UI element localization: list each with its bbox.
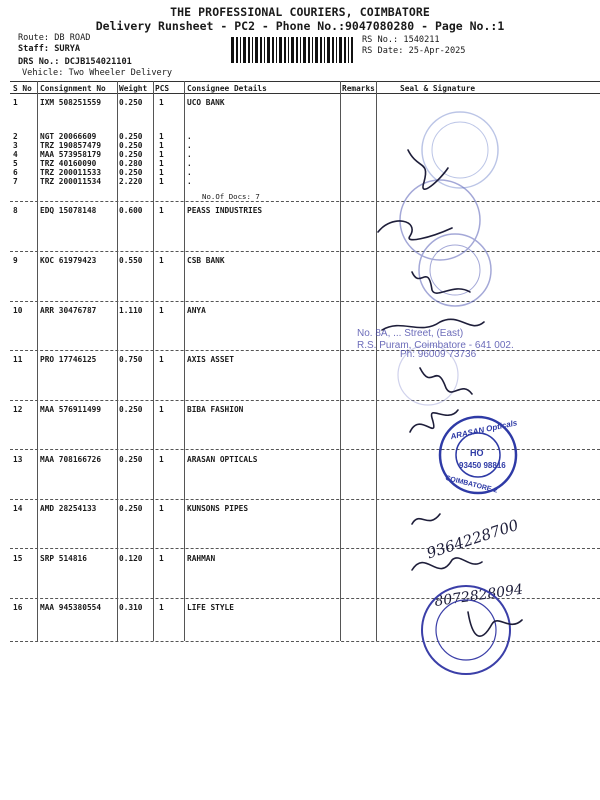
cell-consignment: TRZ 200011533 (40, 168, 102, 177)
barcode-bar (327, 37, 330, 63)
barcode-bar (231, 37, 234, 63)
barcode-bar (272, 37, 274, 63)
handwritten-phone-2: 8072828094 (433, 581, 524, 610)
cell-pcs: 1 (159, 132, 164, 141)
cell-consignee: CSB BANK (187, 256, 225, 265)
barcode-bar (264, 37, 265, 63)
cell-consignment: IXM 508251559 (40, 98, 102, 107)
cell-weight: 0.120 (119, 554, 143, 563)
barcode-bar (236, 37, 238, 63)
vehicle-label: Vehicle: Two Wheeler Delivery (22, 68, 173, 78)
barcode-bar (288, 37, 289, 63)
table-top-rule (10, 81, 600, 82)
barcode-bar (248, 37, 250, 63)
cell-consignment: PRO 17746125 (40, 355, 97, 364)
round-seal-csb (400, 180, 491, 306)
cell-sno: 14 (13, 504, 23, 513)
cell-pcs: 1 (159, 177, 164, 186)
cell-sno: 7 (13, 177, 18, 186)
cell-consignee: . (187, 177, 192, 186)
cell-sno: 11 (13, 355, 23, 364)
cell-sno: 6 (13, 168, 18, 177)
cell-weight: 0.310 (119, 603, 143, 612)
barcode-bar (267, 37, 270, 63)
barcode-bar (279, 37, 282, 63)
cell-pcs: 1 (159, 256, 164, 265)
cell-consignee: . (187, 132, 192, 141)
barcode-bar (320, 37, 322, 63)
cell-consignee: LIFE STYLE (187, 603, 234, 612)
cell-consignment: TRZ 200011534 (40, 177, 102, 186)
cell-weight: 0.250 (119, 504, 143, 513)
cell-sno: 3 (13, 141, 18, 150)
barcode-bar (332, 37, 334, 63)
cell-sno: 12 (13, 405, 23, 414)
cell-pcs: 1 (159, 141, 164, 150)
col-divider-consignment (117, 81, 118, 641)
cell-pcs: 1 (159, 455, 164, 464)
cell-pcs: 1 (159, 306, 164, 315)
barcode-bar (344, 37, 346, 63)
cell-consignment: KOC 61979423 (40, 256, 97, 265)
cell-consignment: MAA 576911499 (40, 405, 102, 414)
cell-consignment: AMD 28254133 (40, 504, 97, 513)
svg-text:No. 8A, ... Street, (East): No. 8A, ... Street, (East) (357, 328, 464, 339)
cell-consignment: NGT 20066609 (40, 132, 97, 141)
svg-text:Ph: 96009 73736: Ph: 96009 73736 (400, 349, 477, 360)
barcode-bar (296, 37, 298, 63)
cell-consignment: EDQ 15078148 (40, 206, 97, 215)
col-divider-sno (37, 81, 38, 641)
cell-pcs: 1 (159, 355, 164, 364)
cell-sno: 9 (13, 256, 18, 265)
barcode-bar (240, 37, 241, 63)
cell-consignment: MAA 945380554 (40, 603, 102, 612)
rs-date: RS Date: 25-Apr-2025 (362, 46, 466, 56)
barcode-bar (300, 37, 301, 63)
svg-text:R.S. Puram, Coimbatore - 641 0: R.S. Puram, Coimbatore - 641 002. (357, 340, 514, 351)
cell-sno: 13 (13, 455, 23, 464)
barcode-bar (252, 37, 253, 63)
cell-pcs: 1 (159, 150, 164, 159)
arasan-opticals-stamp (440, 417, 519, 495)
col-header-seal: Seal & Signature (400, 84, 476, 93)
cell-consignee: . (187, 150, 192, 159)
col-header-remarks: Remarks (342, 84, 375, 93)
cell-weight: 0.250 (119, 132, 143, 141)
col-divider-weight (153, 81, 154, 641)
cell-sno: 5 (13, 159, 18, 168)
cell-weight: 0.250 (119, 98, 143, 107)
cell-sno: 16 (13, 603, 23, 612)
col-header-sno: S No (13, 84, 32, 93)
cell-weight: 0.250 (119, 150, 143, 159)
col-header-consignee: Consignee Details (187, 84, 267, 93)
barcode-bar (339, 37, 342, 63)
cell-consignment: MAA 708166726 (40, 455, 102, 464)
company-title: THE PROFESSIONAL COURIERS, COIMBATORE (170, 5, 430, 19)
cell-sno: 8 (13, 206, 18, 215)
cell-consignment: ARR 30476787 (40, 306, 97, 315)
cell-consignment: TRZ 190857479 (40, 141, 102, 150)
col-header-consignment: Consignment No (40, 84, 106, 93)
barcode-bar (303, 37, 306, 63)
barcode-bar (348, 37, 349, 63)
col-divider-pcs (184, 81, 185, 641)
cell-consignee: UCO BANK (187, 98, 225, 107)
barcode-bar (315, 37, 318, 63)
barcode-bar (243, 37, 246, 63)
cell-consignee: . (187, 168, 192, 177)
svg-text:COIMBATORE-2: COIMBATORE-2 (444, 474, 499, 495)
svg-text:93450 98816: 93450 98816 (459, 461, 506, 470)
cell-pcs: 1 (159, 168, 164, 177)
cell-weight: 0.250 (119, 455, 143, 464)
cell-pcs: 1 (159, 159, 164, 168)
cell-weight: 0.250 (119, 168, 143, 177)
barcode-bar (260, 37, 262, 63)
cell-consignee: AXIS ASSET (187, 355, 234, 364)
cell-consignee: BIBA FASHION (187, 405, 244, 414)
cell-consignee: ARASAN OPTICALS (187, 455, 258, 464)
barcode-bar (351, 37, 353, 63)
cell-pcs: 1 (159, 206, 164, 215)
handwritten-phone: 9364228700 (424, 515, 521, 563)
drs-number: DRS No.: DCJB154021101 (18, 57, 132, 67)
col-header-pcs: PCS (155, 84, 170, 93)
cell-consignee: KUNSONS PIPES (187, 504, 249, 513)
cell-weight: 0.750 (119, 355, 143, 364)
barcode-bar (284, 37, 286, 63)
cell-weight: 1.110 (119, 306, 143, 315)
cell-weight: 0.250 (119, 141, 143, 150)
barcode-image (231, 37, 353, 63)
cell-consignee: ANYA (187, 306, 206, 315)
cell-pcs: 1 (159, 405, 164, 414)
cell-consignment: TRZ 40160090 (40, 159, 97, 168)
barcode-bar (276, 37, 277, 63)
cell-sno: 15 (13, 554, 23, 563)
rs-number: RS No.: 1540211 (362, 35, 440, 45)
cell-weight: 0.280 (119, 159, 143, 168)
barcode-bar (255, 37, 258, 63)
barcode-bar (324, 37, 325, 63)
cell-sno: 10 (13, 306, 23, 315)
barcode-bar (312, 37, 313, 63)
faint-round-seal (422, 112, 498, 188)
cell-sno: 2 (13, 132, 18, 141)
cell-consignment: SRP 514816 (40, 554, 87, 563)
cell-consignment: MAA 573958179 (40, 150, 102, 159)
barcode-bar (291, 37, 294, 63)
cell-consignee: PEASS INDUSTRIES (187, 206, 263, 215)
cell-pcs: 1 (159, 504, 164, 513)
staff-label: Staff: SURYA (18, 44, 81, 54)
cell-weight: 0.250 (119, 405, 143, 414)
docs-count-note: No.Of Docs: 7 (202, 192, 260, 201)
col-header-weight: Weight (119, 84, 148, 93)
runsheet-subtitle: Delivery Runsheet - PC2 - Phone No.:9047080280 - Page No.:1 (95, 19, 505, 33)
seal-signature-area (340, 95, 600, 685)
barcode-bar (336, 37, 337, 63)
cell-consignee: . (187, 159, 192, 168)
svg-text:ARASAN Opticals: ARASAN Opticals (449, 418, 519, 442)
cell-consignee: RAHMAN (187, 554, 216, 563)
cell-weight: 0.550 (119, 256, 143, 265)
route-label: Route: DB ROAD (18, 33, 91, 43)
barcode-bar (308, 37, 310, 63)
cell-sno: 1 (13, 98, 18, 107)
cell-pcs: 1 (159, 603, 164, 612)
cell-pcs: 1 (159, 98, 164, 107)
address-stamp (357, 328, 514, 360)
table-header-rule (10, 93, 600, 94)
cell-pcs: 1 (159, 554, 164, 563)
cell-sno: 4 (13, 150, 18, 159)
cell-weight: 0.600 (119, 206, 143, 215)
svg-text:HO: HO (470, 448, 484, 458)
cell-weight: 2.220 (119, 177, 143, 186)
cell-consignee: . (187, 141, 192, 150)
